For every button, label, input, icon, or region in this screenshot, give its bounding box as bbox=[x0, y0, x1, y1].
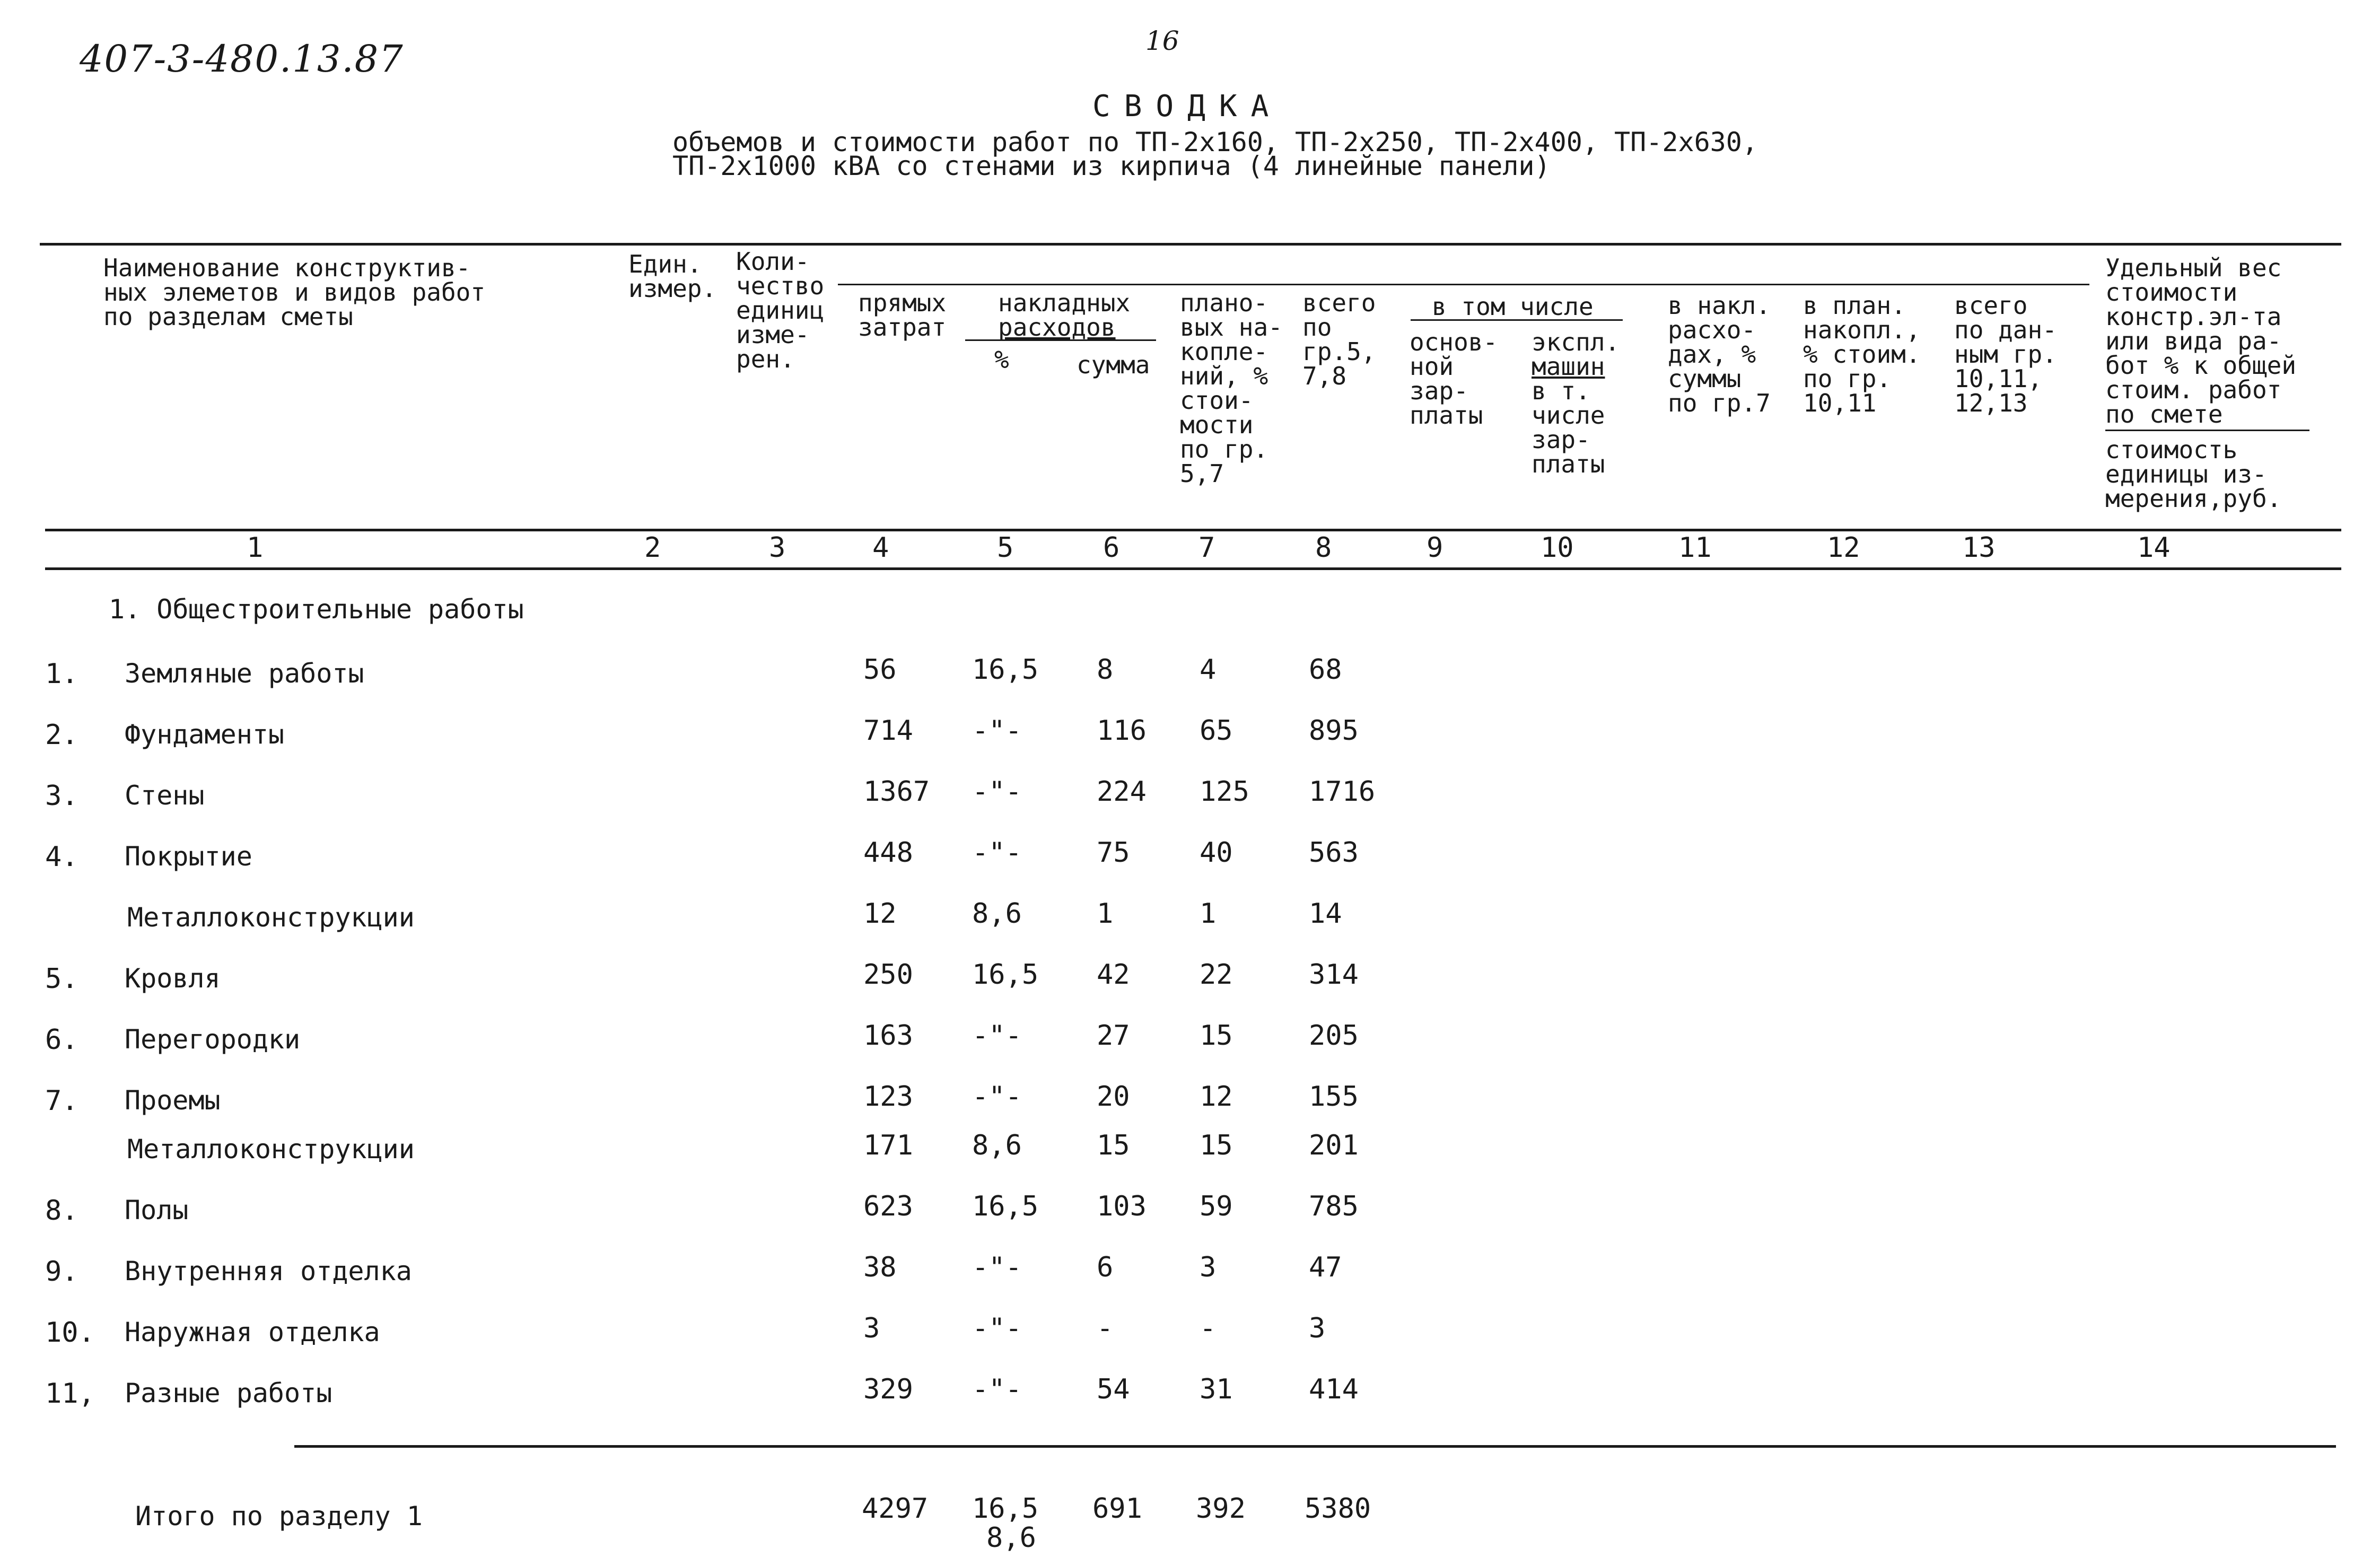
column-number: 4 bbox=[872, 532, 889, 564]
cell-c6: 15 bbox=[1097, 1130, 1130, 1161]
header-line: прямых bbox=[858, 288, 947, 317]
cell-c5: 16,5 bbox=[972, 959, 1039, 991]
row-number: 9. bbox=[45, 1256, 78, 1288]
section-title: 1. Общестроительные работы bbox=[109, 594, 524, 625]
header-line: накопл., bbox=[1803, 316, 1921, 344]
header-line: единицы из- bbox=[2105, 460, 2267, 488]
header-line: в т. bbox=[1532, 377, 1590, 405]
cell-c8: 155 bbox=[1309, 1081, 1359, 1113]
cell-c7: 31 bbox=[1200, 1373, 1233, 1405]
cell-c4: 171 bbox=[863, 1130, 913, 1161]
header-line: 12,13 bbox=[1954, 389, 2028, 417]
cell-c5: -"- bbox=[972, 776, 1022, 808]
header-line: стоимость bbox=[2105, 435, 2238, 464]
header-line: по гр. bbox=[1803, 364, 1892, 393]
header-overhead-rule bbox=[965, 339, 1156, 341]
cell-c6: 6 bbox=[1097, 1252, 1114, 1283]
subtitle-line-1: объемов и стоимости работ по ТП-2х160, ТП-2х250, ТП-2х400, ТП-2х630, bbox=[672, 127, 1758, 158]
total-c5b: 8,6 bbox=[986, 1522, 1036, 1554]
header-line: мости bbox=[1180, 410, 1254, 439]
cell-c6: 27 bbox=[1097, 1020, 1130, 1052]
cell-c6: 54 bbox=[1097, 1373, 1130, 1405]
colnum-bottom-rule bbox=[45, 567, 2341, 570]
header-col-3 bbox=[736, 249, 824, 371]
column-number: 6 bbox=[1103, 532, 1120, 564]
header-col-5-6-group bbox=[998, 288, 1131, 342]
header-line: стоимости bbox=[2105, 278, 2238, 307]
header-line: или вида ра- bbox=[2105, 327, 2282, 355]
column-number: 12 bbox=[1827, 532, 1860, 564]
cell-c6: 116 bbox=[1097, 715, 1147, 747]
total-rule bbox=[294, 1445, 2336, 1448]
row-number: 7. bbox=[45, 1085, 78, 1117]
cell-c6: 224 bbox=[1097, 776, 1147, 808]
header-line: затрат bbox=[858, 313, 947, 342]
header-line: чество bbox=[736, 272, 825, 300]
cell-c8: 205 bbox=[1309, 1020, 1359, 1052]
header-line: по гр. bbox=[1180, 435, 1268, 463]
header-col-7 bbox=[1180, 288, 1283, 488]
column-number: 13 bbox=[1962, 532, 1996, 564]
cell-c4: 714 bbox=[863, 715, 913, 747]
column-number: 1 bbox=[247, 532, 264, 564]
total-c4: 4297 bbox=[862, 1493, 929, 1525]
row-number: 3. bbox=[45, 780, 78, 812]
cell-c5: -"- bbox=[972, 1373, 1022, 1405]
cell-c4: 250 bbox=[863, 959, 913, 991]
cell-c7: 12 bbox=[1200, 1081, 1233, 1113]
cell-c6: 75 bbox=[1097, 837, 1130, 869]
cell-c8: 68 bbox=[1309, 654, 1342, 686]
header-line: платы bbox=[1410, 401, 1483, 430]
header-line: бот % к общей bbox=[2105, 351, 2297, 380]
header-line: стоим. работ bbox=[2105, 375, 2282, 404]
table-top-rule bbox=[40, 243, 2341, 246]
cell-c6: 42 bbox=[1097, 959, 1130, 991]
document-title: СВОДКА bbox=[1092, 89, 1283, 124]
cell-c5: -"- bbox=[972, 715, 1022, 747]
column-number: 3 bbox=[769, 532, 786, 564]
header-line: основ- bbox=[1410, 328, 1498, 356]
cell-c8: 895 bbox=[1309, 715, 1359, 747]
header-line: Един. bbox=[628, 250, 702, 278]
cell-c8: 1716 bbox=[1309, 776, 1376, 808]
cell-c5: -"- bbox=[972, 1020, 1022, 1052]
column-number: 8 bbox=[1315, 532, 1332, 564]
row-name: Полы bbox=[125, 1195, 189, 1226]
header-line: в накл. bbox=[1668, 291, 1771, 320]
header-line: зар- bbox=[1532, 425, 1590, 454]
row-number: 5. bbox=[45, 963, 78, 995]
column-number: 11 bbox=[1678, 532, 1712, 564]
header-col-9-10-group: в том числе bbox=[1432, 292, 1594, 321]
header-line: изме- bbox=[736, 320, 810, 349]
row-name: Наружная отделка bbox=[125, 1317, 380, 1348]
header-line: мерения,руб. bbox=[2105, 484, 2282, 513]
cell-c8: 785 bbox=[1309, 1191, 1359, 1222]
cell-c5: -"- bbox=[972, 1081, 1022, 1113]
cell-c8: 563 bbox=[1309, 837, 1359, 869]
cell-c4: 1367 bbox=[863, 776, 930, 808]
cell-c4: 623 bbox=[863, 1191, 913, 1222]
cell-c5: 8,6 bbox=[972, 1130, 1022, 1161]
header-line: констр.эл-та bbox=[2105, 302, 2282, 331]
cell-c6: 20 bbox=[1097, 1081, 1130, 1113]
cell-c7: 22 bbox=[1200, 959, 1233, 991]
cell-c8: 201 bbox=[1309, 1130, 1359, 1161]
total-c8: 5380 bbox=[1305, 1493, 1371, 1525]
cell-c6: 8 bbox=[1097, 654, 1114, 686]
header-line: в план. bbox=[1803, 291, 1906, 320]
total-c6: 691 bbox=[1092, 1493, 1142, 1525]
header-col-9 bbox=[1410, 328, 1498, 430]
header-line: машин bbox=[1532, 352, 1605, 381]
cell-c4: 56 bbox=[863, 654, 897, 686]
cell-c7: 4 bbox=[1200, 654, 1217, 686]
row-number: 1. bbox=[45, 658, 78, 690]
header-line: ной bbox=[1410, 352, 1454, 381]
row-name: Кровля bbox=[125, 963, 221, 994]
row-number: 4. bbox=[45, 841, 78, 873]
cell-c6: 1 bbox=[1097, 898, 1114, 930]
cell-c4: 163 bbox=[863, 1020, 913, 1052]
column-number: 14 bbox=[2137, 532, 2171, 564]
header-line: копле- bbox=[1180, 337, 1268, 366]
cell-c7: 125 bbox=[1200, 776, 1249, 808]
header-line: зар- bbox=[1410, 377, 1468, 405]
row-name: Покрытие bbox=[125, 841, 252, 872]
total-c5: 16,5 bbox=[972, 1493, 1039, 1525]
header-line: измер. bbox=[628, 274, 717, 303]
header-line: гр.5, bbox=[1302, 337, 1376, 366]
total-c7: 392 bbox=[1196, 1493, 1246, 1525]
header-line: стои- bbox=[1180, 386, 1254, 415]
header-line: расходов bbox=[998, 313, 1116, 342]
header-line: по смете bbox=[2105, 400, 2223, 428]
cell-c6: 103 bbox=[1097, 1191, 1147, 1222]
header-line: по разделам сметы bbox=[103, 302, 353, 331]
colnum-top-rule bbox=[45, 529, 2341, 531]
column-number: 7 bbox=[1198, 532, 1215, 564]
column-number: 2 bbox=[644, 532, 661, 564]
cell-c7: 65 bbox=[1200, 715, 1233, 747]
cell-c5: -"- bbox=[972, 1252, 1022, 1283]
header-line: единиц bbox=[736, 296, 825, 325]
cell-c5: -"- bbox=[972, 837, 1022, 869]
header-line: 7,8 bbox=[1302, 362, 1347, 390]
header-col-14-rule bbox=[2105, 430, 2309, 431]
document-code: 407-3-480.13.87 bbox=[80, 37, 404, 81]
cell-c7: 40 bbox=[1200, 837, 1233, 869]
row-name: Проемы bbox=[125, 1085, 221, 1116]
cell-c4: 448 bbox=[863, 837, 913, 869]
header-line: экспл. bbox=[1532, 328, 1620, 356]
header-line: дах, % bbox=[1668, 340, 1756, 369]
page-number: 16 bbox=[1145, 25, 1179, 56]
header-line: вых на- bbox=[1180, 313, 1283, 342]
cell-c4: 12 bbox=[863, 898, 897, 930]
header-line: рен. bbox=[736, 345, 795, 373]
cell-c7: 15 bbox=[1200, 1020, 1233, 1052]
header-group-rule bbox=[838, 284, 2089, 285]
cell-c4: 3 bbox=[863, 1313, 880, 1344]
cell-c6: - bbox=[1097, 1313, 1114, 1344]
row-number: 6. bbox=[45, 1024, 78, 1056]
cell-c7: 3 bbox=[1200, 1252, 1217, 1283]
cell-c5: -"- bbox=[972, 1313, 1022, 1344]
header-line: по дан- bbox=[1954, 316, 2057, 344]
cell-c8: 414 bbox=[1309, 1373, 1359, 1405]
cell-c8: 3 bbox=[1309, 1313, 1326, 1344]
header-line: накладных bbox=[998, 288, 1131, 317]
cell-c7: 15 bbox=[1200, 1130, 1233, 1161]
header-col-11 bbox=[1668, 293, 1771, 415]
cell-c4: 329 bbox=[863, 1373, 913, 1405]
header-line: 10,11, bbox=[1954, 364, 2043, 393]
cell-c5: 16,5 bbox=[972, 1191, 1039, 1222]
header-line: по гр.7 bbox=[1668, 389, 1771, 417]
header-col-14-bottom bbox=[2105, 435, 2282, 513]
column-number: 10 bbox=[1541, 532, 1574, 564]
header-col-5: % bbox=[994, 345, 1009, 374]
header-incl-rule bbox=[1411, 319, 1623, 321]
header-col-1 bbox=[103, 253, 486, 331]
header-col-4 bbox=[858, 288, 947, 342]
header-line: всего bbox=[1302, 288, 1376, 317]
cell-c4: 123 bbox=[863, 1081, 913, 1113]
header-col-12 bbox=[1803, 293, 1921, 415]
row-name: Стены bbox=[125, 780, 205, 811]
header-line: платы bbox=[1532, 450, 1605, 478]
header-line: числе bbox=[1532, 401, 1605, 430]
header-line: ных элеметов и видов работ bbox=[103, 278, 486, 307]
header-col-14-top bbox=[2105, 253, 2297, 428]
header-col-10 bbox=[1532, 330, 1620, 476]
cell-c4: 38 bbox=[863, 1252, 897, 1283]
row-name: Земляные работы bbox=[125, 658, 364, 689]
row-name: Металлоконструкции bbox=[127, 902, 415, 933]
row-name: Внутренняя отделка bbox=[125, 1256, 412, 1287]
cell-c7: - bbox=[1200, 1313, 1217, 1344]
cell-c5: 16,5 bbox=[972, 654, 1039, 686]
header-line: 5,7 bbox=[1180, 459, 1224, 488]
header-line: ным гр. bbox=[1954, 340, 2057, 369]
header-line: суммы bbox=[1668, 364, 1742, 393]
row-name: Металлоконструкции bbox=[127, 1134, 415, 1165]
header-line: Коли- bbox=[736, 247, 810, 276]
row-number: 10. bbox=[45, 1317, 95, 1349]
cell-c5: 8,6 bbox=[972, 898, 1022, 930]
header-line: всего bbox=[1954, 291, 2028, 320]
row-name: Разные работы bbox=[125, 1378, 332, 1408]
row-number: 11, bbox=[45, 1378, 95, 1410]
cell-c7: 1 bbox=[1200, 898, 1217, 930]
header-line: ний, % bbox=[1180, 362, 1268, 390]
header-line: 10,11 bbox=[1803, 389, 1877, 417]
cell-c8: 14 bbox=[1309, 898, 1342, 930]
total-label: Итого по разделу 1 bbox=[135, 1501, 423, 1532]
subtitle-line-2: ТП-2х1000 кВА со стенами из кирпича (4 линейные панели) bbox=[672, 151, 1551, 181]
column-number: 9 bbox=[1427, 532, 1443, 564]
header-col-2 bbox=[628, 252, 716, 301]
header-line: % стоим. bbox=[1803, 340, 1921, 369]
cell-c8: 47 bbox=[1309, 1252, 1342, 1283]
row-name: Фундаменты bbox=[125, 719, 285, 750]
header-col-6: сумма bbox=[1077, 351, 1150, 379]
cell-c8: 314 bbox=[1309, 959, 1359, 991]
row-number: 8. bbox=[45, 1195, 78, 1227]
cell-c7: 59 bbox=[1200, 1191, 1233, 1222]
header-col-13 bbox=[1954, 293, 2057, 415]
row-name: Перегородки bbox=[125, 1024, 301, 1055]
column-number: 5 bbox=[997, 532, 1014, 564]
header-line: расхо- bbox=[1668, 316, 1756, 344]
header-col-8 bbox=[1302, 288, 1376, 390]
header-line: Удельный вес bbox=[2105, 253, 2282, 282]
header-line: по bbox=[1302, 313, 1332, 342]
header-line: Наименование конструктив- bbox=[103, 253, 471, 282]
row-number: 2. bbox=[45, 719, 78, 751]
header-line: плано- bbox=[1180, 288, 1268, 317]
